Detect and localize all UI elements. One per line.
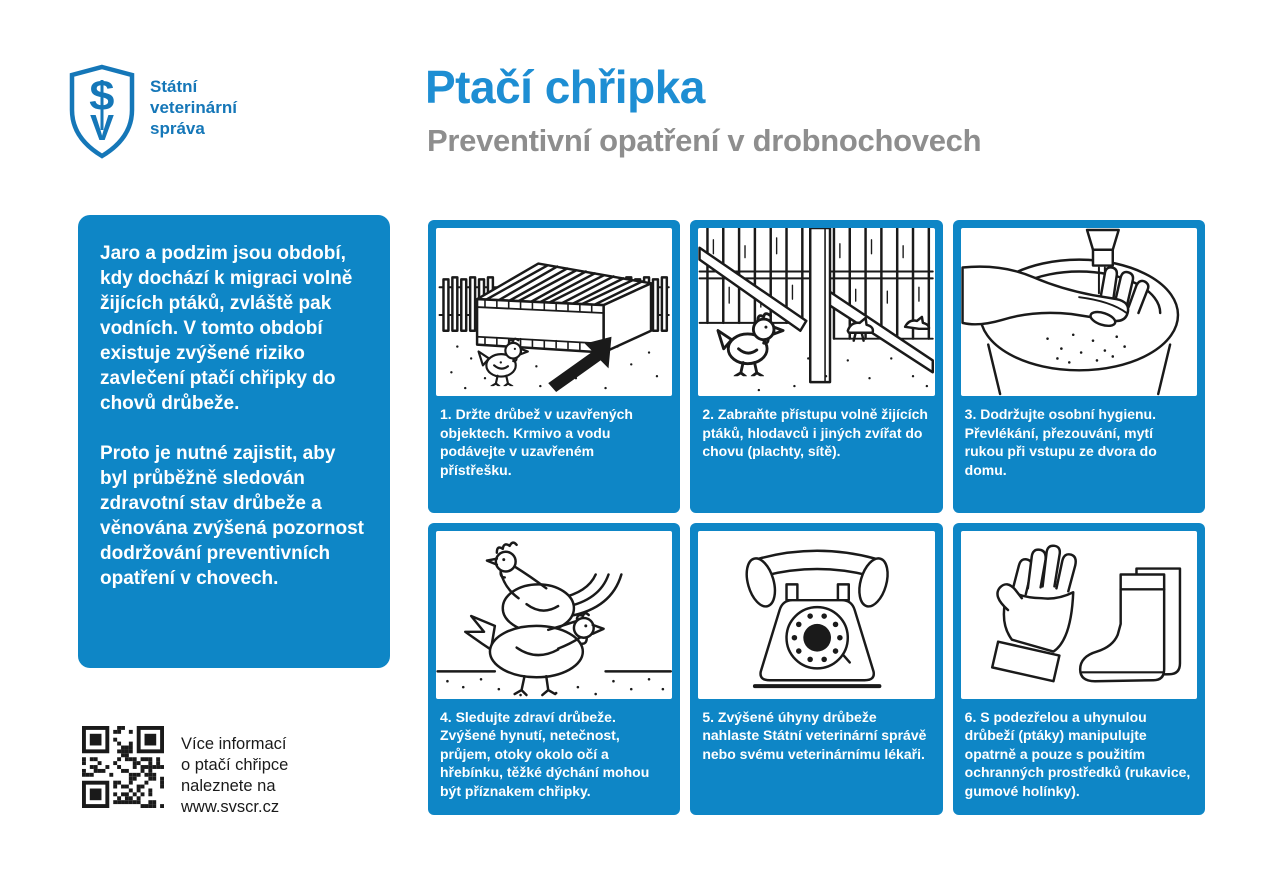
qr-info-line4: www.svscr.cz xyxy=(181,798,280,816)
panel-6-caption: 6. S podezřelou a uhynulou drůbeží (ptáky) manipulujte opatrně a pouze s použitím ochranných prostředků (rukavice, gumové holínky). xyxy=(964,708,1191,799)
hand-washing-illustration xyxy=(961,228,1197,396)
rooster-and-hen-illustration xyxy=(436,531,672,699)
logo-org-line3: správa xyxy=(150,119,205,138)
svg-text:S: S xyxy=(88,74,116,118)
qr-block xyxy=(82,726,288,818)
page-title: Ptačí chřipka xyxy=(425,61,705,113)
intro-box xyxy=(78,215,390,668)
panel-1 xyxy=(428,220,680,513)
qr-info-line2: o ptačí chřipce xyxy=(181,756,289,774)
qr-info-text xyxy=(181,726,288,818)
panel-3-caption: 3. Dodržujte osobní hygienu. Převlékání, přezouvání, mytí rukou při vstupu ze dvora do domu. xyxy=(964,406,1157,478)
logo-org-line1: Státní xyxy=(150,77,198,96)
panel-4-caption: 4. Sledujte zdraví drůbeže. Zvýšené hynutí, netečnost, průjem, otoky okolo očí a hřebínku, těžké dýchání mohou být příznakem chřipky. xyxy=(440,708,650,799)
panel-6 xyxy=(953,523,1205,816)
panel-2-caption: 2. Zabraňte přístupu volně žijících ptáků, hlodavců i jiných zvířat do chovu (plachty, sítě). xyxy=(702,406,928,459)
panel-4 xyxy=(428,523,680,816)
logo-org-name xyxy=(150,64,237,160)
glove-and-boots-illustration xyxy=(961,531,1197,699)
henhouse-arrow-illustration xyxy=(436,228,672,396)
svs-shield-icon xyxy=(68,64,136,160)
panel-1-caption: 1. Držte drůbež v uzavřených objektech. Krmivo a vodu podávejte v uzavřeném přístřešku. xyxy=(440,406,633,478)
panel-5 xyxy=(690,523,942,816)
telephone-illustration xyxy=(698,531,934,699)
logo xyxy=(68,64,237,160)
barn-interior-illustration xyxy=(698,228,934,396)
panel-3 xyxy=(953,220,1205,513)
qr-info-line1: Více informací xyxy=(181,735,287,753)
qr-code xyxy=(82,726,164,808)
logo-org-line2: veterinární xyxy=(150,98,237,117)
page-subtitle: Preventivní opatření v drobnochovech xyxy=(427,123,982,158)
panel-2 xyxy=(690,220,942,513)
panel-5-caption: 5. Zvýšené úhyny drůbeže nahlaste Státní veterinární správě nebo svému veterinárnímu lékaři. xyxy=(702,708,927,762)
svg-text:V: V xyxy=(89,107,115,148)
qr-info-line3: naleznete na xyxy=(181,777,276,795)
instruction-grid xyxy=(428,220,1205,815)
intro-paragraph-2: Proto je nutné zajistit, aby byl průběžně sledován zdravotní stav drůbeže a věnována zvýšená pozornost dodržování preventivních opatření v chovech. xyxy=(100,443,364,589)
intro-paragraph-1: Jaro a podzim jsou období, kdy dochází k migraci volně žijících ptáků, zvláště pak vodních. V tomto období existuje zvýšené riziko zavlečení ptačí chřipky do chovů drůbeže. xyxy=(100,243,353,414)
